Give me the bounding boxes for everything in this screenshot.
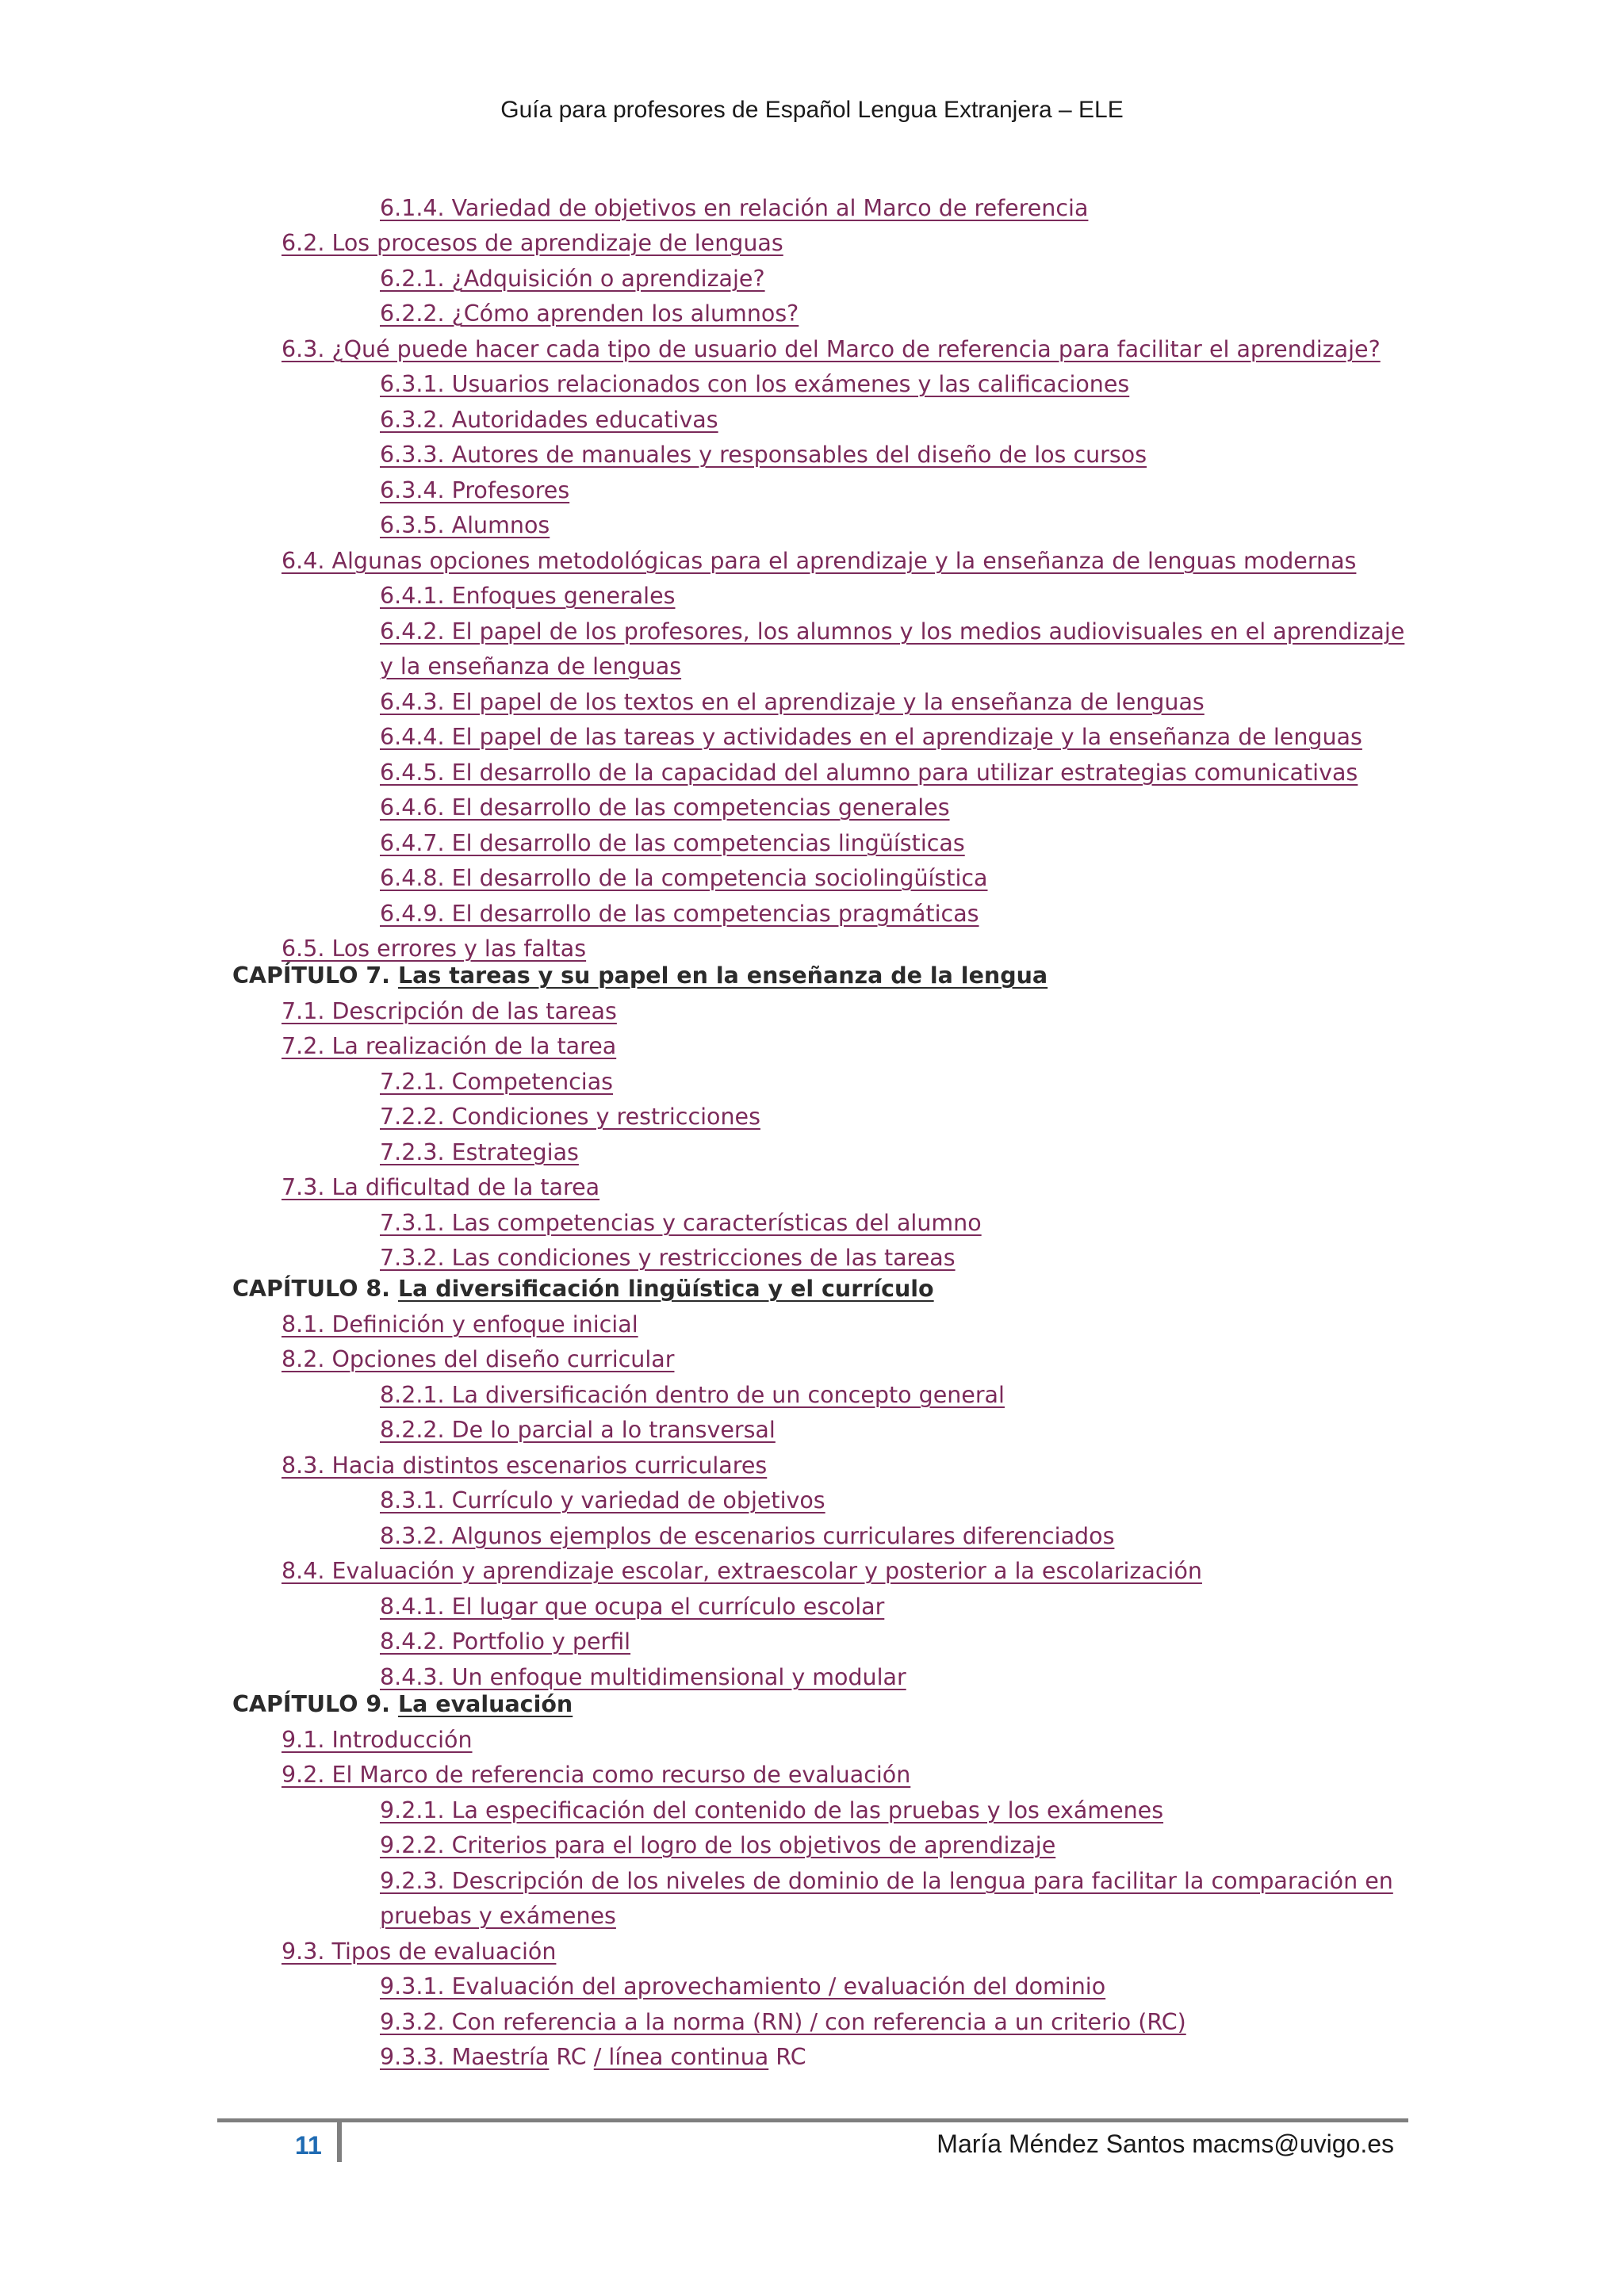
toc-subsection-entry[interactable]: [380, 1209, 982, 1238]
toc-link[interactable]: 6.4.8. El desarrollo de la competencia sociolingüística: [380, 865, 988, 891]
toc-link[interactable]: 6.2.1. ¿Adquisición o aprendizaje?: [380, 266, 765, 292]
toc-link[interactable]: 7.3.2. Las condiciones y restricciones de las tareas: [380, 1245, 956, 1271]
toc-link[interactable]: 9.2.3. Descripción de los niveles de dominio de la lengua para facilitar la comparación en: [380, 1868, 1393, 1894]
toc-link[interactable]: 8.3. Hacia distintos escenarios curriculares: [282, 1452, 768, 1479]
toc-link[interactable]: 6.4.5. El desarrollo de la capacidad del alumno para utilizar estrategias comunicativas: [380, 760, 1358, 786]
toc-section-entry[interactable]: [282, 1311, 638, 1339]
toc-section-entry[interactable]: [282, 1938, 556, 1966]
chapter-number: CAPÍTULO 9.: [232, 1691, 390, 1717]
toc-link[interactable]: 7.2.2. Condiciones y restricciones: [380, 1104, 760, 1130]
toc-link[interactable]: 8.3.2. Algunos ejemplos de escenarios curriculares diferenciados: [380, 1523, 1115, 1549]
toc-subsection-entry[interactable]: [380, 441, 1147, 469]
toc-link[interactable]: 8.4.1. El lugar que ocupa el currículo escolar: [380, 1594, 885, 1620]
toc-subsection-entry[interactable]: [380, 1487, 825, 1515]
toc-subsection-entry[interactable]: [380, 1973, 1105, 2001]
toc-link[interactable]: 9.2.2. Criterios para el logro de los objetivos de aprendizaje: [380, 1832, 1056, 1858]
toc-subsection-entry[interactable]: [380, 1593, 884, 1621]
toc-link[interactable]: 6.3.3. Autores de manuales y responsables del diseño de los cursos: [380, 442, 1147, 468]
toc-subsection-entry[interactable]: [380, 759, 1358, 787]
toc-chapter-heading[interactable]: [232, 1275, 934, 1303]
toc-subsection-entry[interactable]: [380, 265, 765, 293]
toc-section-entry[interactable]: [282, 1761, 910, 1789]
toc-link[interactable]: 6.4.3. El papel de los textos en el aprendizaje y la enseñanza de lenguas: [380, 689, 1205, 715]
toc-text-part: RC: [768, 2044, 806, 2070]
toc-subsection-entry[interactable]: [380, 1902, 616, 1931]
toc-subsection-entry[interactable]: [380, 652, 681, 681]
chapter-number: CAPÍTULO 7.: [232, 962, 390, 989]
chapter-number: CAPÍTULO 8.: [232, 1276, 390, 1302]
toc-subsection-entry[interactable]: [380, 476, 569, 505]
toc-link[interactable]: 6.3.4. Profesores: [380, 477, 570, 503]
toc-subsection-entry[interactable]: [380, 1522, 1114, 1551]
toc-link[interactable]: 8.3.1. Currículo y variedad de objetivos: [380, 1487, 825, 1513]
toc-subsection-entry[interactable]: [380, 1663, 906, 1692]
toc-text-part: RC: [549, 2044, 594, 2070]
toc-link[interactable]: 6.4.9. El desarrollo de las competencias pragmáticas: [380, 901, 979, 927]
toc-link[interactable]: 7.3.1. Las competencias y características del alumno: [380, 1210, 982, 1236]
page-number: 11: [295, 2131, 322, 2160]
toc-link[interactable]: 6.4.2. El papel de los profesores, los alumnos y los medios audiovisuales en el aprendizaje: [380, 618, 1405, 645]
toc-link[interactable]: 6.4.1. Enfoques generales: [380, 583, 676, 609]
toc-subsection-entry[interactable]: [380, 723, 1362, 752]
toc-section-entry[interactable]: [282, 1452, 767, 1480]
toc-section-entry[interactable]: [282, 997, 617, 1026]
toc-link[interactable]: 9.1. Introducción: [282, 1727, 473, 1753]
toc-subsection-entry[interactable]: [380, 194, 1088, 223]
toc-subsection-entry[interactable]: [380, 511, 550, 540]
toc-subsection-entry[interactable]: [380, 1381, 1005, 1410]
toc-subsection-entry[interactable]: [380, 406, 718, 434]
page-header-title: Guía para profesores de Español Lengua Extranjera – ELE: [500, 97, 1124, 123]
toc-chapter-heading[interactable]: [232, 962, 1048, 990]
toc-subsection-entry[interactable]: [380, 1797, 1163, 1825]
toc-subsection-entry[interactable]: [380, 688, 1205, 717]
toc-subsection-entry[interactable]: [380, 2008, 1186, 2037]
chapter-title-link[interactable]: La diversificación lingüística y el currículo: [397, 1276, 934, 1302]
toc-section-entry[interactable]: [282, 1557, 1202, 1586]
toc-section-entry[interactable]: [282, 1726, 473, 1755]
toc-subsection-entry[interactable]: [380, 829, 965, 858]
toc-subsection-entry[interactable]: [380, 1138, 579, 1167]
toc-link[interactable]: 6.2.2. ¿Cómo aprenden los alumnos?: [380, 300, 799, 327]
toc-section-entry[interactable]: [282, 1345, 674, 1374]
toc-link[interactable]: 6.4.7. El desarrollo de las competencias lingüísticas: [380, 830, 965, 856]
toc-subsection-entry[interactable]: [380, 1103, 760, 1131]
toc-link[interactable]: 9.3.1. Evaluación del aprovechamiento / evaluación del dominio: [380, 1973, 1106, 1999]
toc-subsection-entry[interactable]: [380, 1867, 1393, 1896]
footer-divider: [217, 2118, 1408, 2122]
toc-subsection-entry[interactable]: [380, 900, 979, 928]
toc-link[interactable]: y la enseñanza de lenguas: [380, 653, 682, 679]
toc-link[interactable]: 7.2.1. Competencias: [380, 1069, 614, 1095]
toc-subsection-entry[interactable]: [380, 618, 1404, 646]
toc-link[interactable]: 8.2.2. De lo parcial a lo transversal: [380, 1417, 776, 1443]
toc-subsection-entry[interactable]: [380, 300, 799, 328]
toc-link[interactable]: 8.2. Opciones del diseño curricular: [282, 1346, 675, 1372]
toc-subsection-entry[interactable]: [380, 1244, 956, 1272]
toc-subsection-entry[interactable]: [380, 2043, 806, 2072]
toc-subsection-entry[interactable]: [380, 1068, 613, 1096]
toc-subsection-entry[interactable]: [380, 1628, 630, 1656]
toc-link[interactable]: 6.4. Algunas opciones metodológicas para el aprendizaje y la enseñanza de lenguas modernas: [282, 548, 1357, 574]
toc-link[interactable]: 9.2. El Marco de referencia como recurso de evaluación: [282, 1762, 911, 1788]
toc-subsection-entry[interactable]: [380, 864, 988, 893]
toc-chapter-heading[interactable]: [232, 1690, 573, 1719]
toc-link[interactable]: 6.4.4. El papel de las tareas y actividades en el aprendizaje y la enseñanza de lenguas: [380, 724, 1362, 750]
toc-link[interactable]: 7.3. La dificultad de la tarea: [282, 1174, 600, 1200]
toc-link[interactable]: 6.5. Los errores y las faltas: [282, 936, 587, 962]
toc-section-entry[interactable]: [282, 229, 783, 258]
toc-subsection-entry[interactable]: [380, 582, 675, 610]
toc-subsection-entry[interactable]: [380, 794, 950, 822]
toc-link[interactable]: 8.2.1. La diversificación dentro de un concepto general: [380, 1382, 1005, 1408]
toc-link[interactable]: 7.2.3. Estrategias: [380, 1139, 579, 1165]
toc-section-entry[interactable]: [282, 547, 1356, 576]
toc-link[interactable]: 6.1.4. Variedad de objetivos en relación al Marco de referencia: [380, 195, 1089, 221]
toc-section-entry[interactable]: [282, 335, 1381, 364]
toc-link[interactable]: 6.3.1. Usuarios relacionados con los exámenes y las calificaciones: [380, 371, 1130, 397]
toc-link[interactable]: 7.1. Descripción de las tareas: [282, 998, 617, 1024]
toc-link[interactable]: 9.3. Tipos de evaluación: [282, 1938, 557, 1965]
toc-link[interactable]: 8.4. Evaluación y aprendizaje escolar, extraescolar y posterior a la escolarización: [282, 1558, 1202, 1584]
toc-subsection-entry[interactable]: [380, 1416, 776, 1445]
toc-link[interactable]: 9.2.1. La especificación del contenido de las pruebas y los exámenes: [380, 1797, 1164, 1823]
toc-link[interactable]: 8.4.2. Portfolio y perfil: [380, 1628, 631, 1655]
toc-link-part[interactable]: / línea continua: [593, 2044, 769, 2070]
toc-subsection-entry[interactable]: [380, 1831, 1055, 1860]
toc-link[interactable]: 7.2. La realización de la tarea: [282, 1033, 617, 1059]
toc-section-entry[interactable]: [282, 935, 586, 963]
toc-section-entry[interactable]: [282, 1173, 599, 1202]
toc-link[interactable]: 6.3. ¿Qué puede hacer cada tipo de usuario del Marco de referencia para facilitar el aprendizaje?: [282, 336, 1381, 362]
toc-subsection-entry[interactable]: [380, 370, 1129, 399]
toc-link[interactable]: 9.3.2. Con referencia a la norma (RN) / con referencia a un criterio (RC): [380, 2009, 1186, 2035]
toc-link[interactable]: pruebas y exámenes: [380, 1903, 616, 1929]
toc-section-entry[interactable]: [282, 1032, 616, 1061]
toc-link[interactable]: 6.3.2. Autoridades educativas: [380, 407, 718, 433]
chapter-title-link[interactable]: La evaluación: [397, 1691, 573, 1717]
chapter-title-link[interactable]: Las tareas y su papel en la enseñanza de la lengua: [397, 962, 1048, 989]
toc-link[interactable]: 8.1. Definición y enfoque inicial: [282, 1311, 638, 1337]
footer-author: María Méndez Santos macms@uvigo.es: [936, 2130, 1394, 2158]
toc-link[interactable]: 6.2. Los procesos de aprendizaje de lenguas: [282, 230, 783, 256]
toc-link[interactable]: 6.4.6. El desarrollo de las competencias generales: [380, 794, 950, 821]
toc-link[interactable]: 8.4.3. Un enfoque multidimensional y modular: [380, 1664, 906, 1690]
toc-link-part[interactable]: 9.3.3. Maestría: [380, 2044, 550, 2070]
toc-link[interactable]: 6.3.5. Alumnos: [380, 512, 550, 538]
footer-separator: [337, 2122, 342, 2162]
